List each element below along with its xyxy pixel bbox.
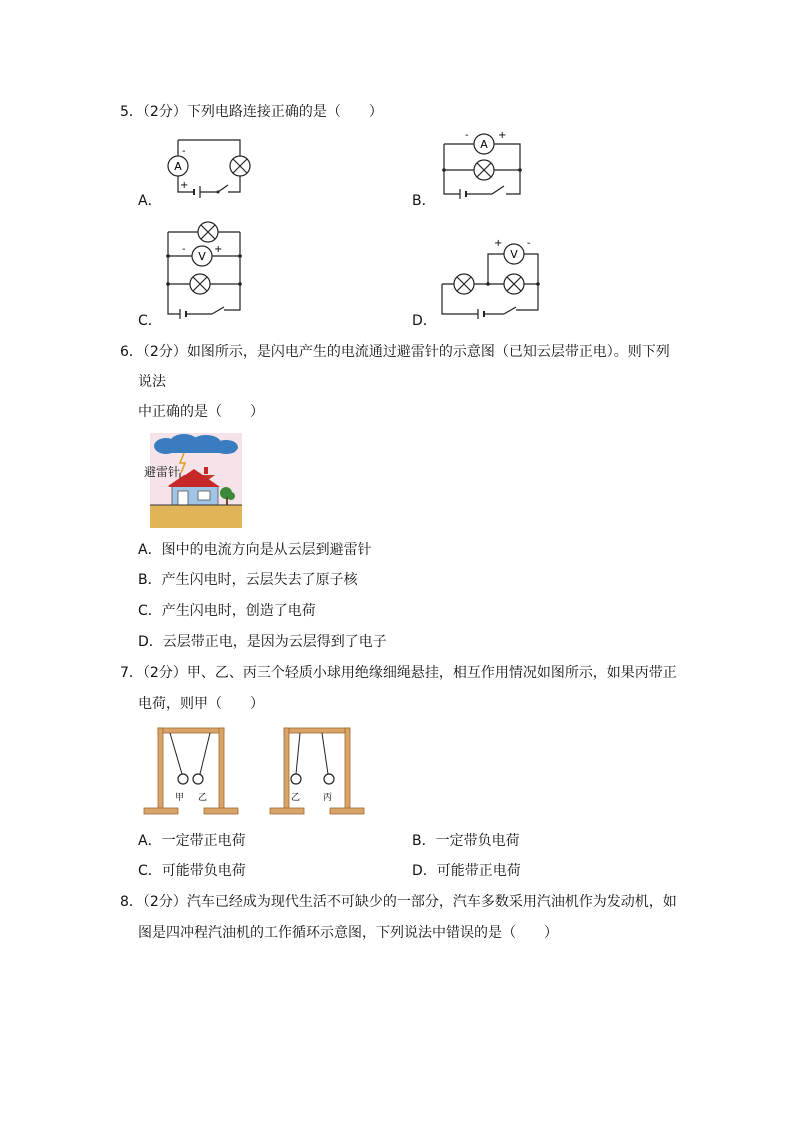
lightning-rod-figure [144, 433, 242, 528]
q5-option-b-label[interactable]: B． [412, 193, 436, 209]
q7-option-d[interactable]: D．可能带正电荷 [412, 863, 521, 879]
svg-text:+: + [214, 244, 223, 255]
svg-text:V: V [198, 250, 206, 263]
svg-text:+: + [180, 180, 189, 191]
svg-text:-: - [465, 130, 469, 141]
q6-option-d[interactable]: D．云层带正电，是因为云层得到了电子 [138, 634, 387, 650]
svg-text:V: V [510, 248, 518, 261]
q8-stem-line1: 8．（2分）汽车已经成为现代生活不可缺少的一部分，汽车多数采用汽油机作为发动机，如 [120, 894, 677, 910]
q6-option-b[interactable]: B．产生闪电时，云层失去了原子核 [138, 572, 358, 588]
ball-icon [324, 774, 334, 784]
q6-stem-line2: 说法 [138, 374, 166, 390]
q7-stem-line1: 7．（2分）甲、乙、丙三个轻质小球用绝缘细绳悬挂，相互作用情况如图所示，如果丙带正 [120, 665, 677, 681]
q7-option-c[interactable]: C．可能带负电荷 [138, 863, 246, 879]
ball-icon [178, 774, 188, 784]
q5-circuit-c [162, 218, 247, 328]
q5-stem: 5．（2分）下列电路连接正确的是（ ） [120, 104, 383, 120]
ball-icon [291, 774, 301, 784]
q5-circuit-b [440, 128, 525, 208]
q8-stem-line2: 图是四冲程汽油机的工作循环示意图，下列说法中错误的是（ ） [138, 925, 558, 941]
svg-text:避雷针: 避雷针 [144, 465, 181, 479]
q6-stem-line3: 中正确的是（ ） [138, 404, 264, 420]
q6-stem-line1: 6．（2分）如图所示，是闪电产生的电流通过避雷针的示意图（已知云层带正电）。则下列 [120, 344, 670, 360]
svg-text:-: - [182, 244, 186, 255]
q5-circuit-a [160, 132, 265, 207]
svg-text:乙: 乙 [291, 793, 301, 803]
svg-text:甲: 甲 [175, 793, 185, 803]
ball-icon [193, 774, 203, 784]
svg-text:-: - [527, 238, 531, 249]
q7-stem-line2: 电荷，则甲（ ） [138, 696, 264, 712]
svg-text:乙: 乙 [198, 793, 208, 803]
q7-figure-left [140, 722, 240, 822]
q7-option-a[interactable]: A．一定带正电荷 [138, 833, 246, 849]
q5-option-a-label[interactable]: A． [138, 193, 162, 209]
q5-circuit-d [438, 236, 548, 326]
svg-text:+: + [494, 238, 503, 249]
q5-option-d-label[interactable]: D． [412, 313, 437, 329]
q6-option-a[interactable]: A．图中的电流方向是从云层到避雷针 [138, 542, 372, 558]
svg-text:-: - [182, 146, 186, 157]
q5-option-c-label[interactable]: C． [138, 313, 162, 329]
q6-option-c[interactable]: C．产生闪电时，创造了电荷 [138, 603, 316, 619]
q7-option-b[interactable]: B．一定带负电荷 [412, 833, 520, 849]
svg-text:+: + [498, 130, 507, 141]
svg-text:丙: 丙 [323, 793, 333, 803]
q7-figure-right [266, 722, 366, 822]
svg-text:A: A [480, 138, 488, 151]
svg-text:A: A [174, 160, 182, 173]
ground [150, 505, 242, 528]
